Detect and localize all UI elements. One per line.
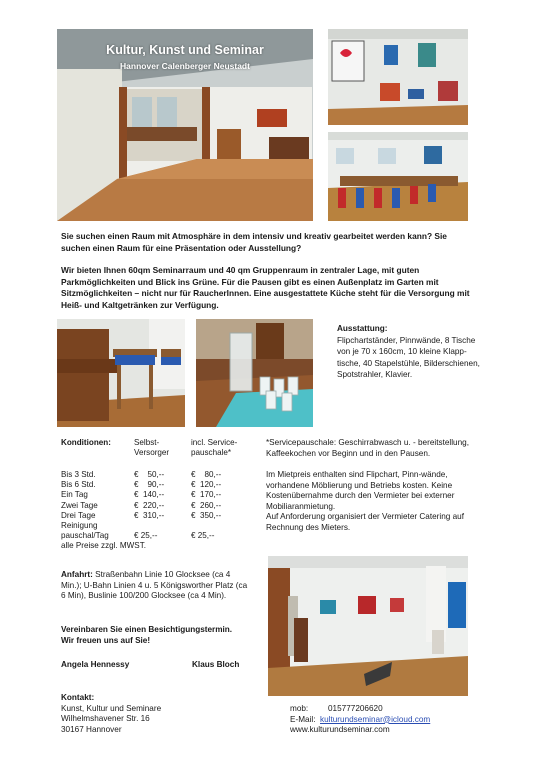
hero-title: Kultur, Kunst und Seminar xyxy=(106,43,264,57)
mobile-number: 015777206620 xyxy=(328,704,383,713)
service-price: € 120,-- xyxy=(191,480,222,490)
directions xyxy=(61,570,251,602)
appointment-line: Wir freuen uns auf Sie! xyxy=(61,635,151,645)
email-link[interactable]: kulturundseminar@icloud.com xyxy=(320,714,431,724)
intro-question: Sie suchen einen Raum mit Atmosphäre in dem intensiv und kreativ gearbeitet werden kann? Sie suchen einen Raum für eine Präsentation oder Ausstellung? xyxy=(61,231,447,253)
col2-header-line: incl. Service- xyxy=(191,438,238,447)
self-price: € 140,-- xyxy=(134,490,165,500)
service-price: € 80,-- xyxy=(191,470,222,479)
col1-header-line: Selbst- xyxy=(134,438,160,447)
conditions-heading: Konditionen: xyxy=(61,438,111,447)
contact-heading: Kontakt: xyxy=(61,693,95,702)
photo-piano xyxy=(57,319,185,427)
contact-block xyxy=(61,693,261,735)
condition-label: Reinigung xyxy=(61,521,98,531)
contact-city: 30167 Hannover xyxy=(61,724,122,734)
conditions-self-prices xyxy=(134,470,164,541)
condition-label: Zwei Tage xyxy=(61,500,98,510)
self-price: € 220,-- xyxy=(134,500,165,510)
contact-street: Wilhelmshavener Str. 16 xyxy=(61,714,150,724)
equipment-text: Flipchartständer, Pinnwände, 8 Tische von je 70 x 160cm, 10 kleine Klapp-tische, 40 Stapelstühle, Bilderschienen, Spotstrahler, Klavier. xyxy=(337,335,480,379)
photo-flipchart-room xyxy=(328,29,468,125)
service-price: € 260,-- xyxy=(191,500,222,510)
mobile-label: mob: xyxy=(290,704,309,713)
appointment-text xyxy=(61,625,271,646)
hero-subtitle: Hannover Calenberger Neustadt xyxy=(120,61,250,71)
col2-header-line: pauschale* xyxy=(191,448,232,458)
conditions-service-prices xyxy=(191,470,221,541)
service-price xyxy=(191,521,221,531)
service-price: € 350,-- xyxy=(191,510,222,520)
service-price: € 25,-- xyxy=(191,531,215,541)
directions-text: Straßenbahn Linie 10 Glocksee (ca 4 Min.); U-Bahn Linien 4 u. 5 Königsworther Platz (ca 6 Min), Buslinie 100/200 Glocksee (ca 4 Min). xyxy=(61,570,248,601)
website-link[interactable]: www.kulturundseminar.com xyxy=(290,725,390,735)
self-price xyxy=(134,521,164,531)
contact-org: Kunst, Kultur und Seminare xyxy=(61,703,162,713)
self-price: € 90,-- xyxy=(134,480,165,490)
photo-seminar-tables xyxy=(328,132,468,221)
self-price: € 310,-- xyxy=(134,510,165,520)
service-note: *Servicepauschale: Geschirrabwasch u. - bereitstellung, Kaffeekochen vor Beginn und in den Pausen. xyxy=(266,438,469,458)
photo-gallery-room xyxy=(268,556,468,696)
col1-header-line: Versorger xyxy=(134,448,170,458)
equipment-block xyxy=(337,323,487,381)
email-label: E-Mail: xyxy=(290,714,316,724)
conditions-col2-header xyxy=(191,438,237,458)
condition-label: Ein Tag xyxy=(61,490,88,500)
condition-label: pauschal/Tag xyxy=(61,531,109,541)
condition-label: Drei Tage xyxy=(61,510,96,520)
email-line xyxy=(290,715,490,726)
conditions-col1-header xyxy=(134,438,169,458)
person-klaus: Klaus Bloch xyxy=(192,660,240,669)
contact-right xyxy=(290,704,490,736)
condition-label: Bis 6 Std. xyxy=(61,480,96,490)
catering-note: Auf Anforderung organisiert der Vermieter Catering auf Rechnung des Mieters. xyxy=(266,512,464,532)
conditions-footnote: alle Preise zzgl. MWST. xyxy=(61,541,147,551)
appointment-line: Vereinbaren Sie einen Besichtigungstermin. xyxy=(61,625,233,634)
hero-photo-room xyxy=(57,29,313,221)
self-price: € 50,-- xyxy=(134,470,165,479)
equipment-heading: Ausstattung: xyxy=(337,324,388,333)
condition-label: Bis 3 Std. xyxy=(61,470,96,479)
rent-included-note: Im Mietpreis enthalten sind Flipchart, Pinn-wände, vorhandene Möblierung und Betriebs kosten. Keine Kostenübernahme durch den Vermieter bei externer Mobiliaranmietung. xyxy=(266,470,455,511)
photo-water-glasses xyxy=(196,319,313,427)
person-angela: Angela Hennessy xyxy=(61,660,130,669)
intro-offer: Wir bieten Ihnen 60qm Seminarraum und 40 qm Gruppenraum in zentraler Lage, mit guten Parkmöglichkeiten und Blick ins Grüne. Für die Pausen gibt es einen Außenplatz im Garten mit Sitzmöglichkeiten – nicht nur für RaucherInnen. Eine ausgestattete Küche steht für die Versorgung mit Heiß- und Kaltgetränken zur Verfügung. xyxy=(61,265,470,310)
service-price: € 170,-- xyxy=(191,490,222,500)
directions-label: Anfahrt: xyxy=(61,570,93,579)
mobile-line xyxy=(290,704,490,715)
self-price: € 25,-- xyxy=(134,531,158,541)
